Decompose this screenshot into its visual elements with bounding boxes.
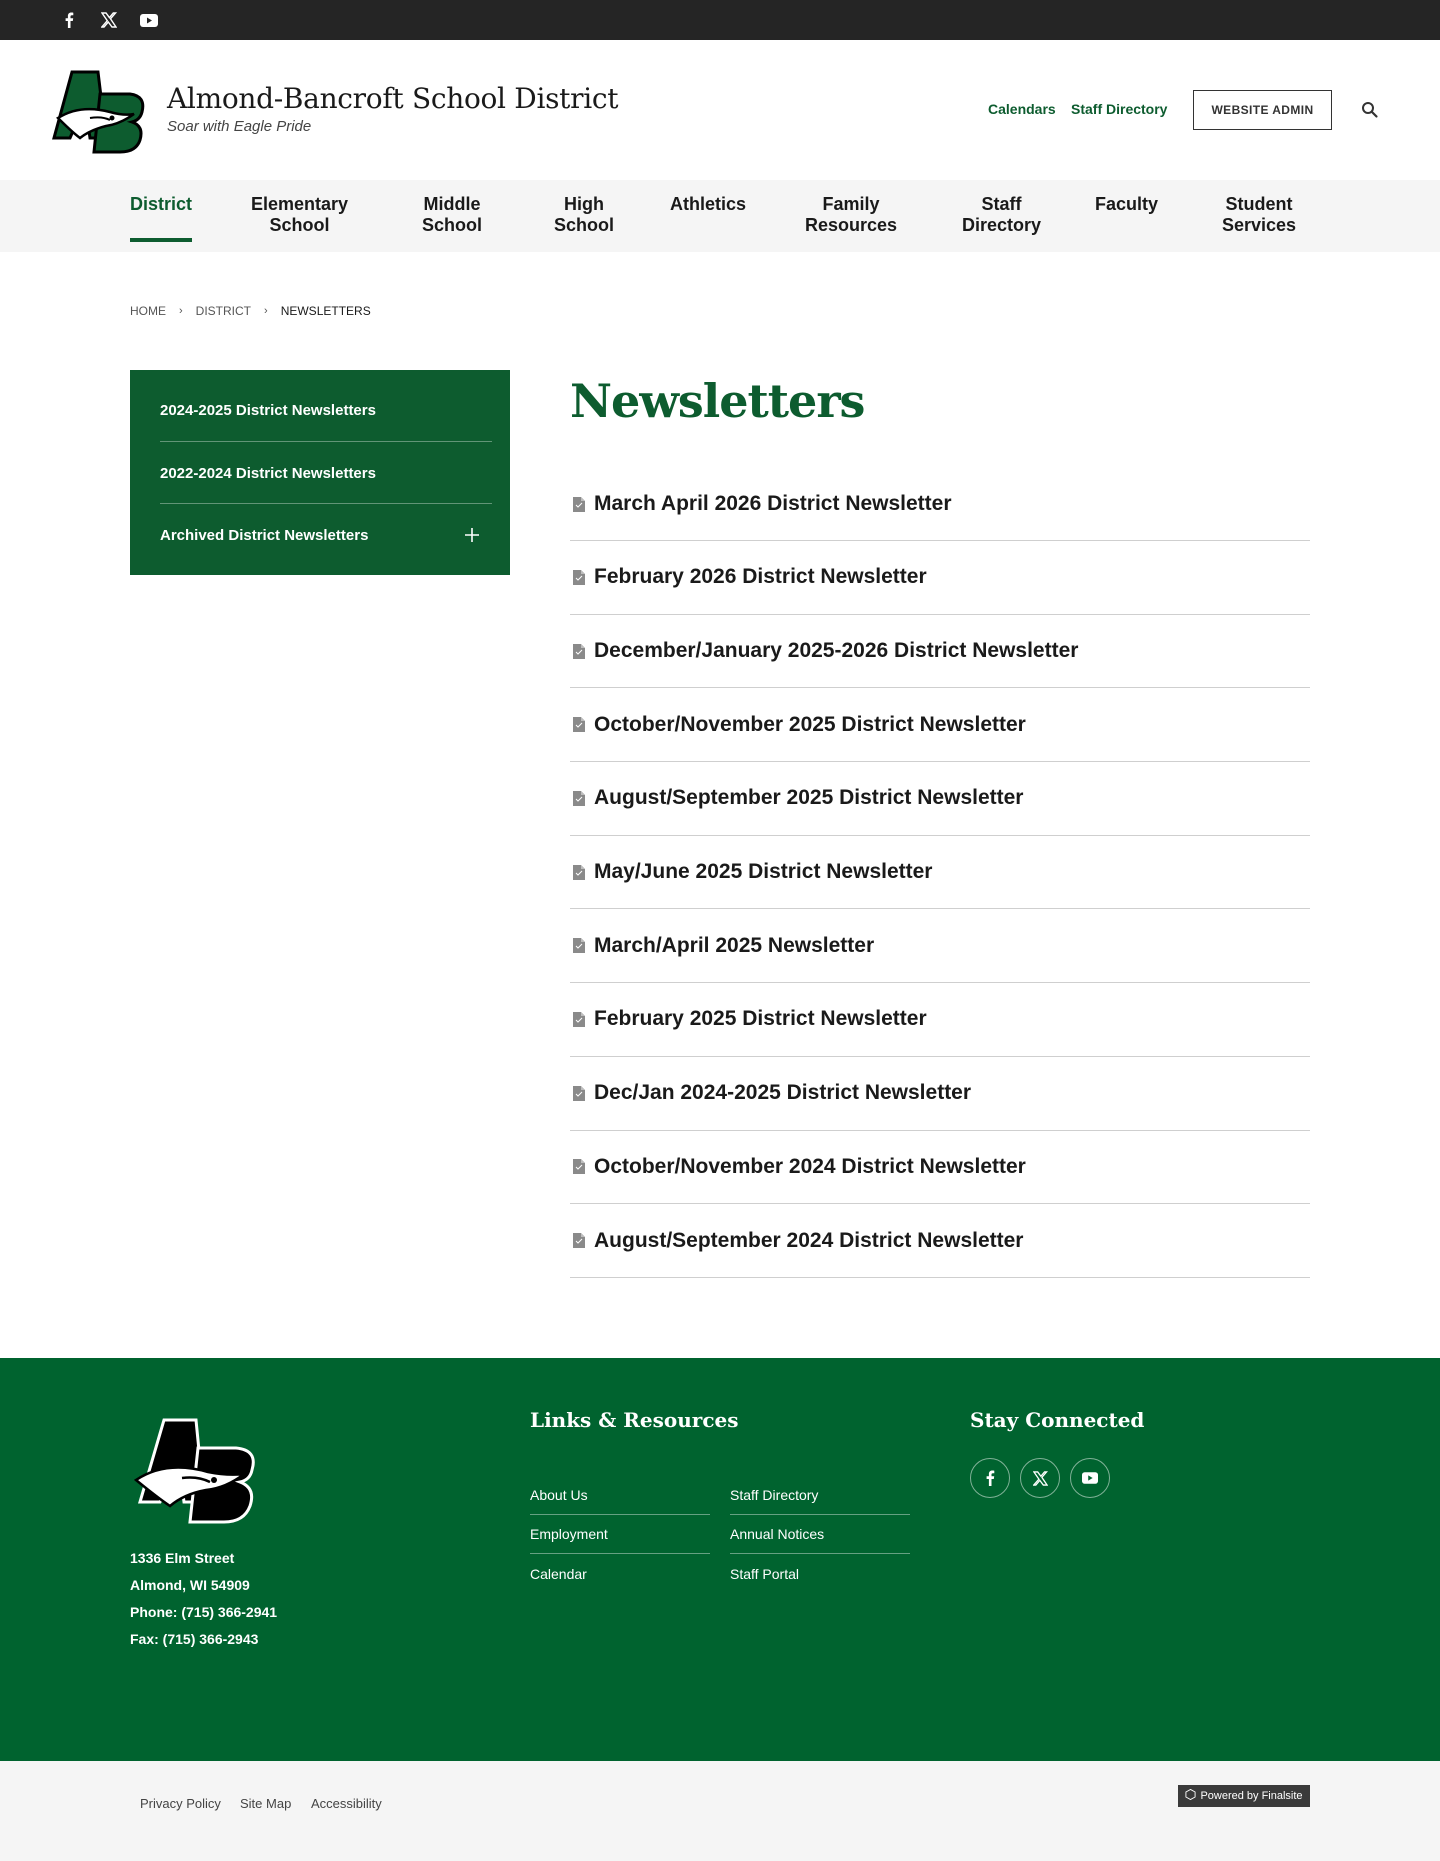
breadcrumb-current: NEWSLETTERS bbox=[280, 304, 371, 318]
stay-connected-heading: Stay Connected bbox=[970, 1408, 1145, 1432]
nav-family-resources[interactable] bbox=[805, 194, 897, 236]
nav-high-school[interactable] bbox=[554, 194, 614, 236]
footer-link-calendar[interactable]: Calendar bbox=[530, 1565, 587, 1582]
active-indicator bbox=[130, 238, 192, 242]
nav-label: Services bbox=[1222, 215, 1297, 235]
youtube-icon[interactable] bbox=[140, 11, 158, 29]
list-item[interactable] bbox=[570, 983, 1310, 1057]
social-bar bbox=[0, 0, 1440, 40]
footer-link-annual-notices[interactable]: Annual Notices bbox=[730, 1515, 910, 1554]
plus-icon[interactable] bbox=[464, 527, 480, 543]
sidebar-item-archived[interactable] bbox=[160, 504, 492, 566]
address-fax: Fax: (715) 366-2943 bbox=[130, 1631, 259, 1647]
list-item[interactable] bbox=[570, 762, 1310, 836]
facebook-icon[interactable] bbox=[60, 11, 78, 29]
nav-label: Directory bbox=[962, 215, 1042, 235]
newsletter-link[interactable]: August/September 2025 District Newsletter bbox=[594, 786, 1024, 810]
site-title[interactable]: Almond-Bancroft School District bbox=[167, 82, 619, 115]
document-icon bbox=[572, 569, 586, 586]
nav-elementary-school[interactable] bbox=[251, 194, 348, 236]
sidebar-item-2024-2025[interactable] bbox=[160, 379, 492, 441]
nav-athletics[interactable] bbox=[670, 194, 746, 215]
nav-staff-directory[interactable] bbox=[962, 194, 1041, 236]
nav-label: Family bbox=[822, 194, 880, 214]
nav-label: Student bbox=[1225, 194, 1293, 214]
x-twitter-icon[interactable] bbox=[1020, 1458, 1060, 1498]
footer-link-staff-directory[interactable]: Staff Directory bbox=[730, 1476, 910, 1515]
list-item[interactable] bbox=[570, 541, 1310, 615]
newsletter-link[interactable]: October/November 2024 District Newsletter bbox=[594, 1154, 1026, 1178]
footer-link-employment[interactable]: Employment bbox=[530, 1515, 710, 1554]
footer-link-staff-portal[interactable]: Staff Portal bbox=[730, 1565, 800, 1582]
chevron-right-icon: › bbox=[179, 305, 183, 317]
nav-label: Resources bbox=[805, 215, 898, 235]
section-sidebar bbox=[130, 370, 510, 575]
nav-middle-school[interactable] bbox=[422, 194, 482, 236]
site-footer bbox=[0, 1358, 1440, 1761]
x-twitter-icon[interactable] bbox=[100, 11, 118, 29]
newsletter-link[interactable]: March April 2026 District Newsletter bbox=[594, 492, 952, 515]
list-item[interactable] bbox=[570, 1057, 1310, 1131]
finalsite-icon bbox=[1185, 1789, 1196, 1803]
breadcrumb-district[interactable]: DISTRICT bbox=[195, 304, 252, 318]
facebook-icon[interactable] bbox=[970, 1458, 1010, 1498]
powered-by-badge[interactable] bbox=[1178, 1785, 1310, 1807]
newsletter-link[interactable]: August/September 2024 District Newsletter bbox=[594, 1228, 1024, 1252]
nav-label: Faculty bbox=[1095, 194, 1159, 214]
document-icon bbox=[572, 937, 586, 954]
newsletter-link[interactable]: October/November 2025 District Newsletter bbox=[594, 712, 1026, 736]
site-tagline: Soar with Eagle Pride bbox=[167, 118, 312, 135]
district-logo[interactable] bbox=[50, 68, 150, 154]
document-icon bbox=[572, 790, 586, 807]
links-heading: Links & Resources bbox=[530, 1408, 739, 1432]
nav-label: Athletics bbox=[670, 194, 747, 214]
breadcrumb bbox=[130, 304, 371, 318]
staff-directory-link[interactable]: Staff Directory bbox=[1071, 101, 1168, 117]
website-admin-button[interactable]: WEBSITE ADMIN bbox=[1193, 90, 1332, 130]
address-city: Almond, WI 54909 bbox=[130, 1577, 250, 1593]
newsletter-link[interactable]: March/April 2025 Newsletter bbox=[594, 933, 875, 957]
sidebar-item-2022-2024[interactable] bbox=[160, 442, 492, 504]
youtube-icon[interactable] bbox=[1070, 1458, 1110, 1498]
document-icon bbox=[572, 1232, 586, 1249]
list-item[interactable] bbox=[570, 836, 1310, 910]
footer-link-about-us[interactable]: About Us bbox=[530, 1476, 710, 1515]
newsletter-link[interactable]: December/January 2025-2026 District Newsletter bbox=[594, 639, 1079, 663]
nav-faculty[interactable] bbox=[1095, 194, 1158, 215]
site-map-link[interactable]: Site Map bbox=[240, 1796, 292, 1811]
powered-by-label: Powered by Finalsite bbox=[1200, 1790, 1303, 1802]
main-nav bbox=[0, 180, 1440, 252]
list-item[interactable] bbox=[570, 688, 1310, 762]
list-item[interactable] bbox=[570, 468, 1310, 541]
document-icon bbox=[572, 1085, 586, 1102]
page-title: Newsletters bbox=[570, 374, 865, 428]
chevron-right-icon: › bbox=[264, 305, 268, 317]
list-item[interactable] bbox=[570, 615, 1310, 689]
newsletter-link[interactable]: February 2025 District Newsletter bbox=[594, 1007, 927, 1031]
document-icon bbox=[572, 864, 586, 881]
document-icon bbox=[572, 1011, 586, 1028]
sidebar-item-label: 2022-2024 District Newsletters bbox=[160, 464, 376, 482]
newsletter-list bbox=[570, 468, 1310, 1278]
nav-label: District bbox=[130, 194, 193, 214]
nav-label: School bbox=[554, 215, 615, 235]
newsletter-link[interactable]: Dec/Jan 2024-2025 District Newsletter bbox=[594, 1081, 972, 1105]
nav-label: Staff bbox=[981, 194, 1022, 214]
search-icon[interactable] bbox=[1361, 101, 1379, 119]
accessibility-link[interactable]: Accessibility bbox=[311, 1796, 382, 1811]
newsletter-link[interactable]: May/June 2025 District Newsletter bbox=[594, 860, 933, 884]
nav-student-services[interactable] bbox=[1222, 194, 1296, 236]
nav-label: Middle bbox=[423, 194, 481, 214]
nav-label: School bbox=[269, 215, 330, 235]
calendars-link[interactable]: Calendars bbox=[988, 101, 1056, 117]
nav-label: School bbox=[422, 215, 483, 235]
address-phone[interactable]: Phone: (715) 366-2941 bbox=[130, 1604, 278, 1620]
footer-logo[interactable] bbox=[130, 1416, 265, 1526]
newsletter-link[interactable]: February 2026 District Newsletter bbox=[594, 565, 927, 589]
bottom-bar bbox=[0, 1761, 1440, 1861]
nav-label: Elementary bbox=[251, 194, 349, 214]
nav-district[interactable] bbox=[130, 194, 192, 215]
breadcrumb-home[interactable]: HOME bbox=[130, 304, 166, 318]
privacy-policy-link[interactable]: Privacy Policy bbox=[140, 1796, 221, 1811]
sidebar-item-label: Archived District Newsletters bbox=[160, 526, 369, 544]
document-icon bbox=[572, 716, 586, 733]
list-item[interactable] bbox=[570, 909, 1310, 983]
nav-label: High bbox=[564, 194, 604, 214]
document-icon bbox=[572, 496, 586, 513]
sidebar-item-label: 2024-2025 District Newsletters bbox=[160, 401, 376, 419]
document-icon bbox=[572, 1158, 586, 1175]
list-item[interactable] bbox=[570, 1131, 1310, 1205]
list-item[interactable] bbox=[570, 1204, 1310, 1278]
document-icon bbox=[572, 643, 586, 660]
address-street: 1336 Elm Street bbox=[130, 1550, 235, 1566]
